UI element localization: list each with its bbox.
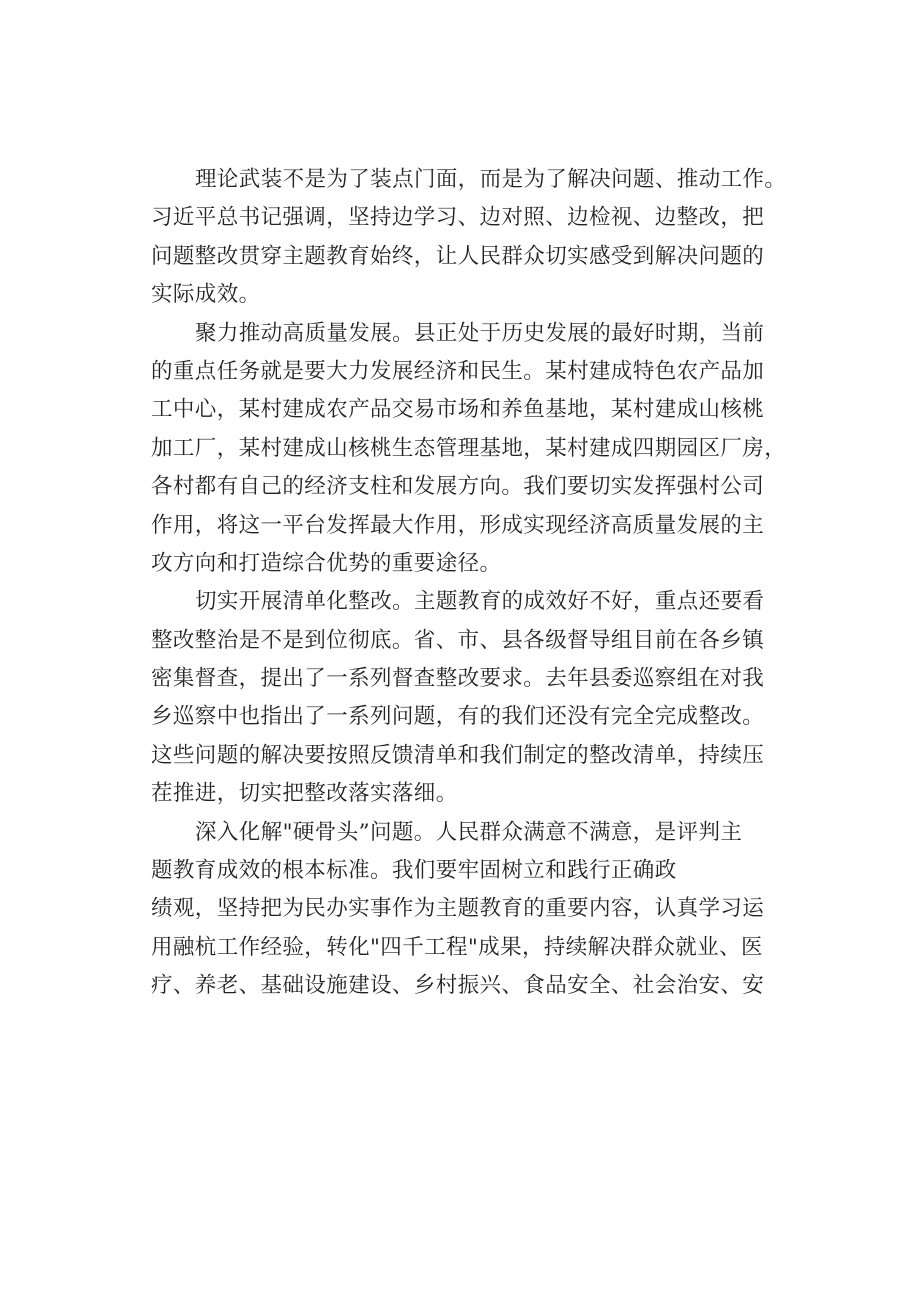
paragraph-line: 这些问题的解决要按照反馈清单和我们制定的整改清单，持续压 <box>151 742 765 768</box>
paragraph-line: 深入化解"硬骨头”问题。人民群众满意不满意，是评判主 <box>195 819 743 845</box>
paragraph-line: 的重点任务就是要大力发展经济和民生。某村建成特色农产品加 <box>151 358 765 384</box>
paragraph-line: 茬推进，切实把整改落实落细。 <box>151 781 458 807</box>
paragraph-line: 密集督查，提出了一系列督查整改要求。去年县委巡察组在对我 <box>151 666 765 692</box>
paragraph-line: 乡巡察中也指出了一系列问题，有的我们还没有完全完成整改。 <box>151 704 765 730</box>
paragraph-line: 聚力推动高质量发展。县正处于历史发展的最好时期，当前 <box>195 320 765 346</box>
paragraph-line: 习近平总书记强调，坚持边学习、边对照、边检视、边整改，把 <box>151 205 765 231</box>
paragraph-line: 题教育成效的根本标准。我们要牢固树立和践行正确政 <box>151 858 677 884</box>
paragraph-line: 问题整改贯穿主题教育始终，让人民群众切实感受到解决问题的 <box>151 243 765 269</box>
paragraph-line: 加工厂，某村建成山核桃生态管理基地，某村建成四期园区厂房， <box>151 435 787 461</box>
paragraph-line: 整改整治是不是到位彻底。省、市、县各级督导组目前在各乡镇 <box>151 627 765 653</box>
paragraph-line: 绩观，坚持把为民办实事作为主题教育的重要内容，认真学习运 <box>151 896 765 922</box>
paragraph-line: 作用，将这一平台发挥最大作用，形成实现经济高质量发展的主 <box>151 512 765 538</box>
paragraph-line: 理论武装不是为了装点门面，而是为了解决问题、推动工作。 <box>195 167 787 192</box>
paragraph-line: 各村都有自己的经济支柱和发展方向。我们要切实发挥强村公司 <box>151 474 765 500</box>
paragraph-line: 疗、养老、基础设施建设、乡村振兴、食品安全、社会治安、安 <box>151 973 765 999</box>
document-body <box>151 161 801 1006</box>
paragraph-line: 攻方向和打造综合优势的重要途径。 <box>151 550 502 576</box>
paragraph-line: 切实开展清单化整改。主题教育的成效好不好，重点还要看 <box>195 589 765 615</box>
paragraph-line: 实际成效。 <box>151 282 261 308</box>
paragraph-line: 工中心，某村建成农产品交易市场和养鱼基地，某村建成山核桃 <box>151 397 765 423</box>
paragraph-line: 用融杭工作经验，转化"四千工程"成果，持续解决群众就业、医 <box>151 934 763 960</box>
